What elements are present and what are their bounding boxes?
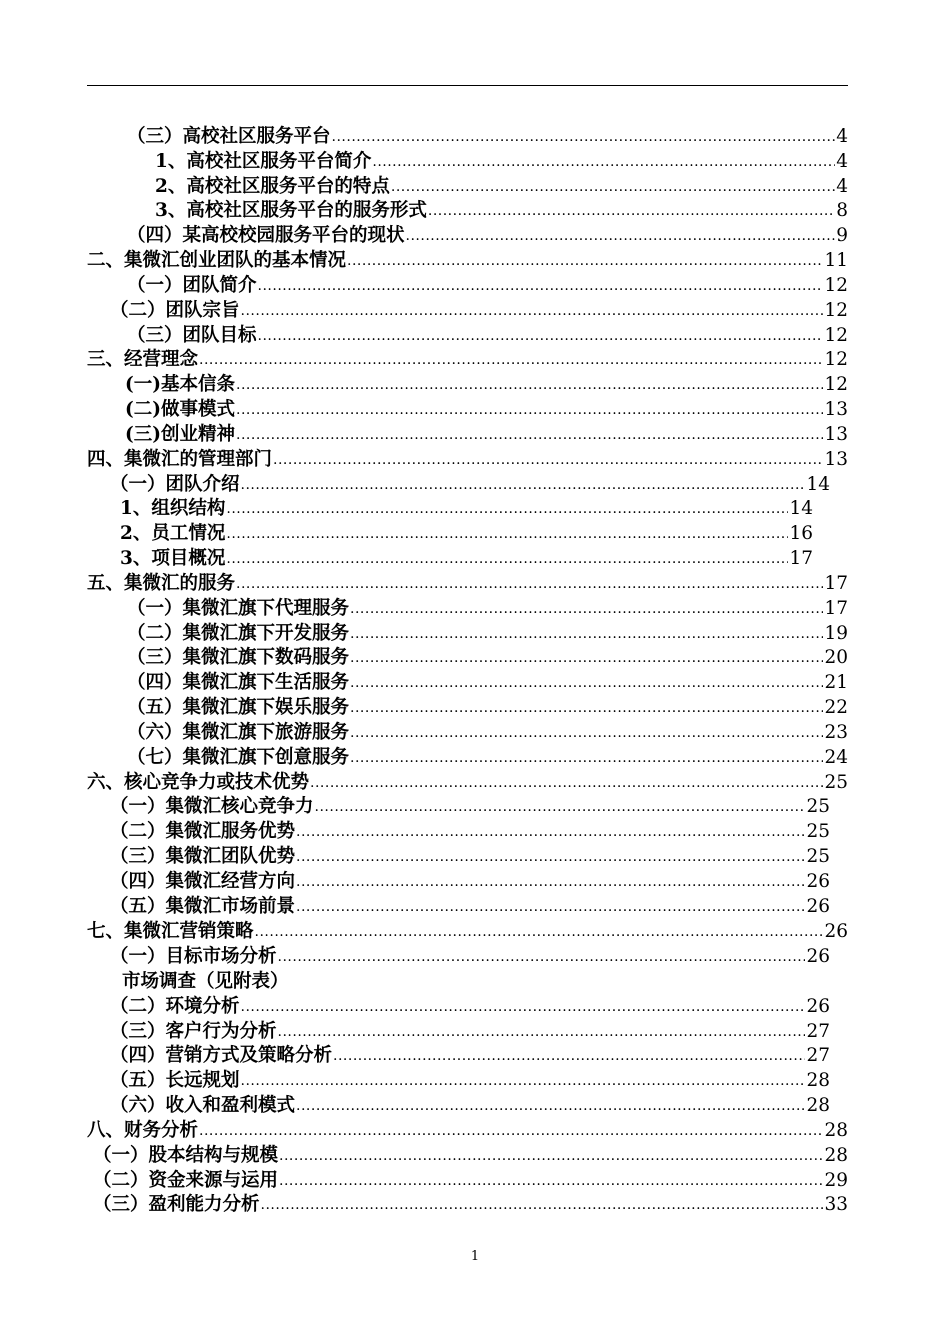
toc-entry[interactable]	[110, 795, 830, 819]
toc-entry-page: 26	[806, 996, 830, 1017]
toc-entry-page: 25	[824, 772, 848, 793]
toc-entry-page: 4	[836, 126, 848, 147]
toc-entry-label: 1、组织结构	[120, 498, 226, 519]
toc-entry[interactable]	[110, 1020, 830, 1044]
toc-entry-page: 33	[824, 1194, 848, 1215]
toc-entry-label: （六）集微汇旗下旅游服务	[127, 722, 350, 743]
toc-entry-page: 28	[806, 1095, 830, 1116]
dot-leader	[350, 749, 823, 767]
toc-entry-page: 17	[824, 598, 848, 619]
toc-entry-label: 二、集微汇创业团队的基本情况	[87, 250, 347, 271]
dot-leader	[406, 227, 836, 245]
toc-entry[interactable]	[110, 870, 830, 894]
toc-entry-label: （五）集微汇旗下娱乐服务	[127, 697, 350, 718]
toc-entry-page: 22	[824, 697, 848, 718]
toc-entry-label: （五）集微汇市场前景	[110, 896, 296, 917]
dot-leader	[278, 1023, 806, 1041]
toc-entry[interactable]	[120, 497, 813, 521]
toc-entry-page: 12	[824, 275, 848, 296]
toc-entry-page: 4	[836, 176, 848, 197]
toc-entry-label: （二）集微汇旗下开发服务	[127, 623, 350, 644]
dot-leader	[296, 848, 805, 866]
toc-entry-page: 12	[824, 300, 848, 321]
dot-leader	[296, 1097, 805, 1115]
dot-leader	[350, 625, 823, 643]
toc-entry-label: 3、项目概况	[120, 548, 226, 569]
toc-entry-label: （三）高校社区服务平台	[127, 126, 331, 147]
toc-entry[interactable]	[127, 324, 848, 348]
toc-entry-page: 20	[824, 647, 848, 668]
toc-entry-page: 26	[806, 871, 830, 892]
toc-entry-page: 26	[806, 896, 830, 917]
toc-entry-page: 25	[806, 846, 830, 867]
dot-leader	[296, 823, 805, 841]
toc-entry-label: 2、员工情况	[120, 523, 226, 544]
toc-entry[interactable]	[127, 224, 848, 248]
dot-leader	[279, 1172, 823, 1190]
toc-entry-page: 17	[824, 573, 848, 594]
toc-entry-label: （二）环境分析	[110, 996, 240, 1017]
toc-entry[interactable]	[110, 1044, 830, 1068]
toc-entry[interactable]	[87, 348, 848, 372]
toc-entry[interactable]	[110, 895, 830, 919]
toc-entry-label: （三）团队目标	[127, 325, 257, 346]
toc-entry-page: 4	[836, 151, 848, 172]
toc-entry[interactable]	[127, 597, 848, 621]
toc-entry-page: 13	[824, 399, 848, 420]
toc-entry-label: （六）收入和盈利模式	[110, 1095, 296, 1116]
toc-entry-page: 25	[806, 796, 830, 817]
toc-entry[interactable]	[87, 572, 848, 596]
toc-entry-page: 29	[824, 1170, 848, 1191]
dot-leader	[236, 575, 823, 593]
toc-entry-label: 五、集微汇的服务	[87, 573, 236, 594]
dot-leader	[310, 774, 823, 792]
dot-leader	[241, 998, 806, 1016]
dot-leader	[199, 351, 823, 369]
toc-entry-label: （一）团队简介	[127, 275, 257, 296]
dot-leader	[333, 1047, 805, 1065]
toc-entry-label: (一)基本信条	[125, 374, 236, 395]
toc-entry[interactable]	[125, 398, 848, 422]
toc-entry-label: 3、高校社区服务平台的服务形式	[155, 200, 427, 221]
toc-entry-label: （三）集微汇旗下数码服务	[127, 647, 350, 668]
dot-leader	[226, 550, 788, 568]
toc-entry-page: 24	[824, 747, 848, 768]
toc-entry-page: 12	[824, 349, 848, 370]
toc-entry-page: 21	[824, 672, 848, 693]
toc-entry[interactable]	[127, 274, 848, 298]
toc-entry[interactable]	[87, 448, 848, 472]
toc-entry-label: （一）集微汇旗下代理服务	[127, 598, 350, 619]
dot-leader	[261, 1196, 824, 1214]
toc-entry-page: 9	[836, 225, 848, 246]
dot-leader	[199, 1122, 823, 1140]
toc-entry-page: 16	[789, 523, 813, 544]
toc-entry-label: 八、财务分析	[87, 1120, 199, 1141]
dot-leader	[350, 674, 823, 692]
toc-entry-label: （一）集微汇核心竞争力	[110, 796, 314, 817]
toc-entry[interactable]	[110, 995, 830, 1019]
toc-entry-label: （二）团队宗旨	[110, 300, 240, 321]
toc-entry-page: 26	[824, 921, 848, 942]
toc-entry[interactable]	[125, 373, 848, 397]
toc-entry-page: 13	[824, 424, 848, 445]
toc-entry-label: （一）团队介绍	[110, 474, 240, 495]
toc-entry[interactable]	[110, 845, 830, 869]
toc-entry-page: 17	[789, 548, 813, 569]
dot-leader	[255, 923, 824, 941]
toc-entry[interactable]	[125, 423, 848, 447]
toc-entry-page: 8	[836, 200, 848, 221]
toc-entry-page: 11	[824, 250, 848, 271]
toc-entry-label: （三）盈利能力分析	[93, 1194, 260, 1215]
toc-entry[interactable]	[87, 920, 848, 944]
toc-entry[interactable]	[155, 175, 848, 199]
dot-leader	[273, 451, 823, 469]
toc-entry-label: （五）长远规划	[110, 1070, 240, 1091]
toc-entry-page: 13	[824, 449, 848, 470]
toc-entry-label: （一）股本结构与规模	[93, 1145, 279, 1166]
toc-entry-page: 12	[824, 325, 848, 346]
dot-leader	[332, 128, 836, 146]
toc-entry-label: 市场调查（见附表）	[122, 971, 289, 992]
dot-leader	[278, 948, 806, 966]
toc-entry-label: （三）客户行为分析	[110, 1021, 277, 1042]
toc-entry-page: 28	[806, 1070, 830, 1091]
toc-entry-page: 27	[806, 1021, 830, 1042]
toc-entry[interactable]	[110, 299, 848, 323]
dot-leader	[350, 724, 823, 742]
toc-entry-label: （七）集微汇旗下创意服务	[127, 747, 350, 768]
dot-leader	[241, 302, 824, 320]
toc-entry[interactable]	[120, 522, 813, 546]
toc-entry	[122, 970, 289, 994]
toc-entry-label: (三)创业精神	[125, 424, 236, 445]
toc-entry[interactable]	[93, 1169, 848, 1193]
dot-leader	[347, 252, 823, 270]
dot-leader	[315, 798, 806, 816]
dot-leader	[350, 699, 823, 717]
toc-entry[interactable]	[127, 721, 848, 745]
dot-leader	[258, 327, 824, 345]
toc-entry[interactable]	[87, 771, 848, 795]
toc-entry-page: 23	[824, 722, 848, 743]
dot-leader	[428, 202, 835, 220]
dot-leader	[350, 649, 823, 667]
toc-entry-label: （四）集微汇经营方向	[110, 871, 296, 892]
dot-leader	[258, 277, 824, 295]
dot-leader	[279, 1147, 823, 1165]
toc-entry[interactable]	[87, 1119, 848, 1143]
toc-entry-label: （四）营销方式及策略分析	[110, 1045, 333, 1066]
toc-entry-page: 27	[806, 1045, 830, 1066]
dot-leader	[350, 600, 823, 618]
toc-entry[interactable]	[110, 473, 830, 497]
dot-leader	[226, 525, 788, 543]
toc-entry-label: （三）集微汇团队优势	[110, 846, 296, 867]
toc-entry-page: 14	[789, 498, 813, 519]
toc-entry-page: 19	[824, 623, 848, 644]
toc-entry[interactable]	[110, 945, 830, 969]
toc-entry-page: 14	[806, 474, 830, 495]
toc-entry[interactable]	[127, 671, 848, 695]
dot-leader	[236, 401, 823, 419]
toc-entry[interactable]	[155, 150, 848, 174]
toc-entry-label: 2、高校社区服务平台的特点	[155, 176, 390, 197]
toc-entry[interactable]	[93, 1193, 848, 1217]
toc-entry-label: 七、集微汇营销策略	[87, 921, 254, 942]
dot-leader	[226, 500, 788, 518]
toc-entry-label: 三、经营理念	[87, 349, 199, 370]
toc-entry-page: 25	[806, 821, 830, 842]
toc-entry-label: （一）目标市场分析	[110, 946, 277, 967]
dot-leader	[241, 476, 806, 494]
toc-entry[interactable]	[127, 646, 848, 670]
dot-leader	[236, 376, 823, 394]
toc-entry[interactable]	[110, 1069, 830, 1093]
toc-entry-label: （四）某高校校园服务平台的现状	[127, 225, 405, 246]
toc-entry-page: 28	[824, 1145, 848, 1166]
toc-entry[interactable]	[127, 696, 848, 720]
header-rule	[87, 85, 848, 86]
toc-entry-label: 四、集微汇的管理部门	[87, 449, 273, 470]
toc-entry[interactable]	[155, 199, 848, 223]
toc-entry[interactable]	[127, 746, 848, 770]
page-number: 1	[470, 1249, 480, 1264]
toc-entry[interactable]	[120, 547, 813, 571]
dot-leader	[296, 873, 805, 891]
toc-entry-label: (二)做事模式	[125, 399, 236, 420]
toc-entry-label: （二）资金来源与运用	[93, 1170, 279, 1191]
toc-entry-page: 12	[824, 374, 848, 395]
toc-entry-label: （二）集微汇服务优势	[110, 821, 296, 842]
dot-leader	[241, 1072, 806, 1090]
toc-entry[interactable]	[87, 249, 848, 273]
dot-leader	[372, 153, 835, 171]
toc-entry-page: 28	[824, 1120, 848, 1141]
toc-entry[interactable]	[127, 622, 848, 646]
toc-entry-label: 1、高校社区服务平台简介	[155, 151, 372, 172]
toc-entry-label: 六、核心竞争力或技术优势	[87, 772, 310, 793]
toc-entry[interactable]	[93, 1144, 848, 1168]
dot-leader	[236, 426, 823, 444]
toc-entry[interactable]	[127, 125, 848, 149]
toc-entry-label: （四）集微汇旗下生活服务	[127, 672, 350, 693]
toc-entry[interactable]	[110, 820, 830, 844]
dot-leader	[391, 178, 835, 196]
toc-entry[interactable]	[110, 1094, 830, 1118]
toc-entry-page: 26	[806, 946, 830, 967]
dot-leader	[296, 898, 805, 916]
